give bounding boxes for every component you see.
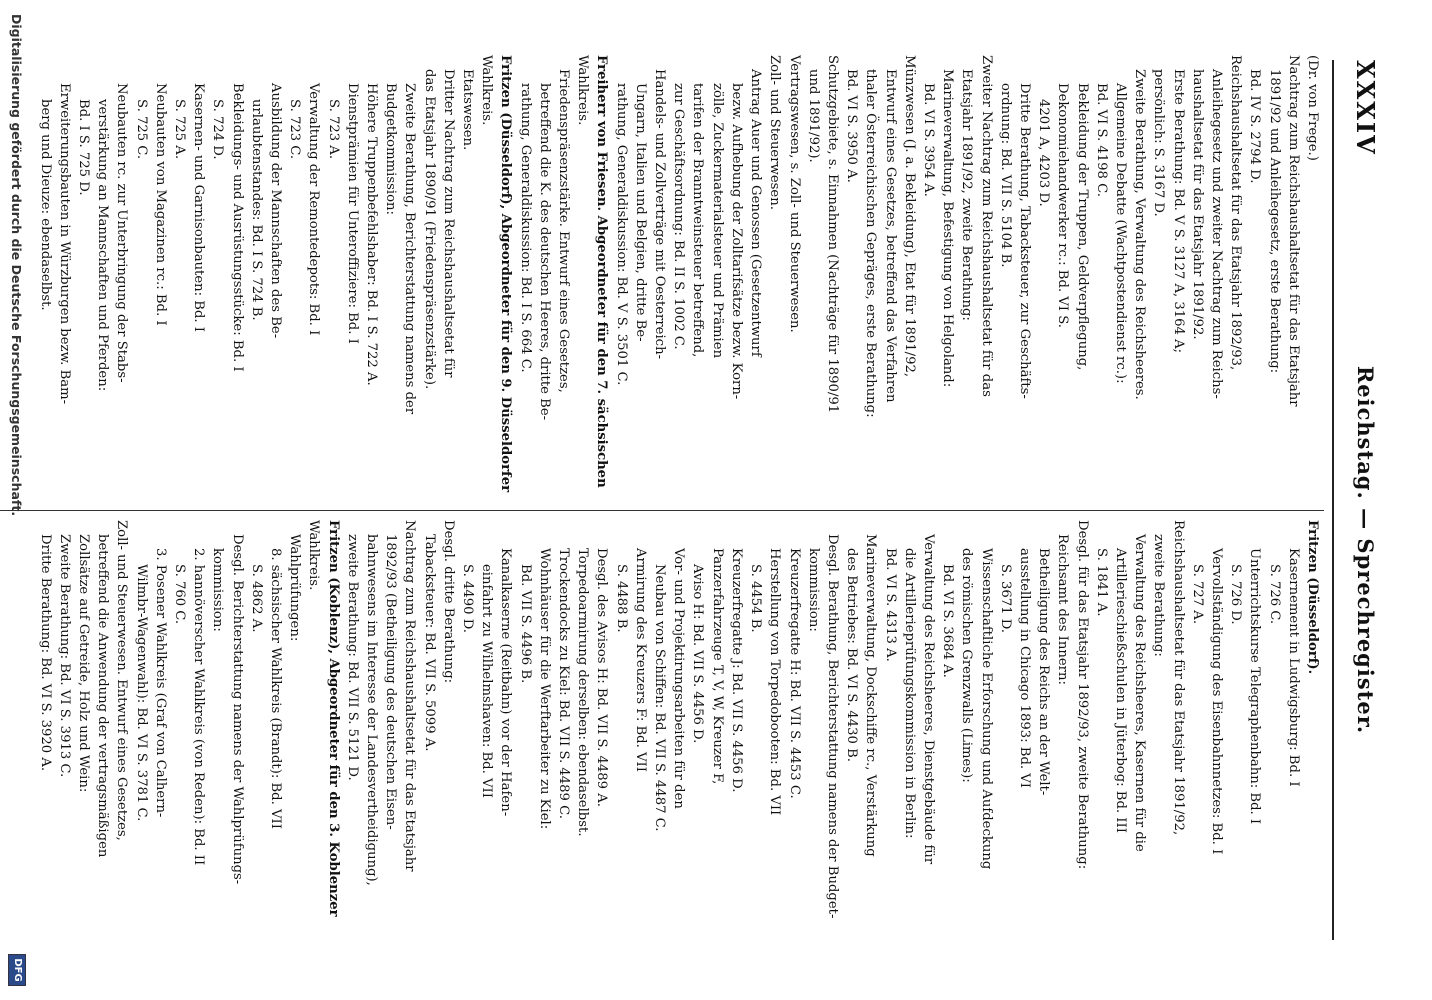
index-entry-line: Bd. VI S. 4198 C. — [1093, 83, 1109, 197]
index-entry-line: Wilmbr-Wagenwahl): Bd. VI S. 3781 C. — [133, 564, 149, 822]
running-title: Reichstag. — Sprechregister. — [1353, 365, 1378, 735]
index-entry-line: rathung, Generaldiskussion: Bd. I S. 664 C. — [517, 83, 533, 373]
index-entry-line: 1891/92 und Anleihegesetz, erste Berathung: — [1266, 69, 1282, 374]
index-entry-line: Wahlprüfungen: — [287, 534, 303, 642]
index-entry-line: des Betriebes: Bd. VI S. 4430 B. — [844, 548, 860, 763]
index-entry-line: Friedenspräsenzstärke. Entwurf eines Gesetzes, — [556, 69, 572, 393]
index-entry-line: Nachtrag zum Reichshaushaltsetat für das Etatsjahr — [1285, 55, 1301, 407]
index-entry-line: kommission: — [805, 548, 821, 632]
index-entry-line: Artillerieschießschulen in Jüterbog: Bd. III — [1112, 548, 1128, 833]
index-entry-line: Dekonomiehandwerker rc.: Bd. VI S. — [1055, 83, 1071, 328]
index-entry-line: Wohnhäuser für die Werftarbeiter zu Kiel: — [536, 548, 552, 830]
index-entry-line: Kanalkaserne (Reitbahn) vor der Hafen- — [498, 548, 514, 817]
index-entry-line: Dritte Berathung, Tabacksteuer, zur Geschäfts- — [1016, 83, 1032, 399]
index-entry-line: Dienstprämien für Unteroffiziere: Bd. I — [344, 83, 360, 344]
index-entry-line: Wahlkreis. — [306, 520, 322, 591]
index-entry-line: Etatsjahr 1891/92, zweite Berathung: — [959, 69, 975, 321]
index-entry-line: Torpedoarmirung derselben: ebendaselbst. — [575, 548, 591, 837]
index-entry-line: persönlich: S. 3167 D. — [1151, 69, 1167, 217]
index-entry-line: bahnwesens im Interesse der Landesvertheidigung), — [364, 534, 380, 886]
index-entry-line: Bd. IV S. 2794 D. — [1247, 69, 1263, 184]
index-entry-line: Bd. VII S. 4496 B. — [517, 564, 533, 684]
index-entry-line: Höhere Truppenbefehlshaber: Bd. I S. 722 A. — [364, 83, 380, 386]
index-entry-line: einfahrt zu Wilhelmshaven: Bd. VII — [479, 564, 495, 798]
index-entry-line: zweite Berathung: — [1151, 534, 1167, 657]
index-entry-line: Bd. VI S. 3684 A. — [940, 564, 956, 678]
index-entry-line: Fritzen (Koblenz), Abgeordneter für den 3. Koblenzer — [325, 520, 341, 917]
index-entry-line: betreffend die K. des deutschen Heeres, dritte Be- — [536, 83, 552, 421]
index-entry-line: Desgl. Berichterstattung namens der Wahlprüfungs- — [229, 534, 245, 885]
index-entry-line: und 1891/92). — [805, 69, 821, 163]
index-entry-line: zweite Berathung: Bd. VII S. 5121 D. — [344, 534, 360, 781]
index-entry-line: Handels- und Zollverträge mit Oesterreich- — [652, 69, 668, 360]
page-number: XXXIV — [1351, 60, 1380, 156]
index-entry-line: Ausbildung der Mannschaften des Be- — [268, 83, 284, 339]
index-entry-line: Bekleidung der Truppen, Geldverpflegung, — [1074, 83, 1090, 371]
index-entry-line: Bd. VI S. 3954 A. — [920, 83, 936, 197]
index-entry-line: Ungarn, Italien und Belgien, dritte Be- — [632, 83, 648, 342]
index-entry-line: S. 726 D. — [1228, 564, 1244, 625]
index-entry-line: Anleihegesetz und zweiter Nachtrag zum Reichs- — [1208, 69, 1224, 399]
index-entry-line: Bd. I S. 725 D. — [76, 99, 91, 196]
index-entry-line: bezw. Aufhebung der Zolltarifsätze bezw. Korn- — [728, 83, 744, 400]
index-entry-line: das Etatsjahr 1890/91 (Friedenspräsenzstärke). — [421, 69, 437, 390]
index-entry-line: verstärkung an Mannschaften und Pferden: — [95, 99, 111, 392]
index-entry-line: Münzwesen (J. a. Bekleidung), Etat für 1891/92, — [901, 55, 917, 378]
index-entry-line: Budgetkommission: — [383, 83, 399, 215]
index-entry-line: ausstellung in Chicago 1893: Bd. VI — [1016, 548, 1032, 789]
index-entry-line: zur Geschäftsordnung: Bd. II S. 1002 C. — [671, 83, 687, 350]
right-column — [35, 520, 1322, 962]
index-entry-line: Desgl. Berathung, Berichterstattung namens der Budget- — [824, 534, 840, 919]
index-entry-line: Fritzen (Düsseldorf). — [1305, 520, 1320, 675]
index-entry-line: Entwurf eines Gesetzes, betreffend das Verfahren — [882, 69, 898, 403]
index-entry-line: S. 725 C. — [133, 99, 149, 160]
index-entry-line: Nachtrag zum Reichshaushaltsetat für das Etatsjahr — [402, 520, 418, 872]
index-entry-line: Herstellung von Torpedobooten: Bd. VII — [767, 548, 783, 816]
digitization-credit: Digitalisierung gefördert durch die Deutsche Forschungsgemeinschaft. — [9, 14, 24, 517]
index-entry-line: Etatswesen. — [460, 69, 476, 151]
index-entry-line: 4201 A, 4203 D. — [1036, 99, 1052, 207]
index-entry-line: Desgl. dritte Berathung: — [440, 520, 456, 684]
index-entry-line: Reichshaushaltsetat für das Etatsjahr 1892/93, — [1228, 55, 1244, 371]
index-entry-line: Desgl. des Avisos H: Bd. VII S. 4489 A. — [594, 548, 610, 807]
index-entry-line: rathung, Generaldiskussion: Bd. V S. 3501 C. — [613, 83, 629, 386]
index-entry-line: Neubau von Schiffen: Bd. VII S. 4487 C. — [652, 564, 668, 832]
index-entry-line: Neubauten von Magazinen rc.: Bd. I — [152, 83, 168, 326]
index-entry-line: Reichsamt des Innern: — [1055, 534, 1071, 685]
index-entry-line: Wissenschaftliche Erforschung und Aufdeckung — [978, 548, 994, 870]
index-entry-line: Aviso H: Bd. VII S. 4456 D. — [690, 564, 706, 744]
index-entry-line: S. 760 C. — [172, 564, 188, 625]
dfg-logo: DFG — [8, 954, 26, 986]
index-entry-line: thaler Österreichischen Gepräges, erste Berathung: — [863, 69, 879, 418]
index-entry-line: Zweite Berathung: Bd. VI S. 3913 C. — [56, 534, 72, 778]
index-entry-line: Verwaltung des Reichsheeres, Dienstgebäude für — [920, 534, 936, 865]
index-entry-line: haushaltsetat für das Etatsjahr 1891/92. — [1189, 69, 1205, 340]
index-entry-line: S. 3671 D. — [997, 564, 1013, 633]
index-entry-line: Vervollständigung des Eisenbahnnetzes: Bd. I — [1208, 548, 1224, 855]
index-entry-line: Reichshaushaltsetat für das Etatsjahr 1891/92, — [1170, 520, 1186, 836]
index-entry-line: 2. hannöverscher Wahlkreis (von Reden): Bd. II — [191, 548, 207, 866]
index-entry-line: Trockendocks zu Kiel: Bd. VII S. 4489 C. — [556, 548, 572, 819]
index-entry-line: Unterrichtskurse Telegraphenbahn: Bd. I — [1247, 548, 1263, 825]
index-entry-line: S. 723 A. — [325, 99, 341, 160]
index-entry-line: Neubauten rc. zur Unterbringung der Stabs- — [114, 83, 130, 383]
index-entry-line: S. 1841 A. — [1093, 548, 1109, 617]
column-divider — [0, 510, 1324, 511]
index-entry-line: Zollsätze auf Getreide, Holz und Wein: — [76, 534, 91, 793]
index-entry-line: Zoll- und Steuerwesen. — [767, 55, 783, 210]
index-entry-line: Schutzgebiete, s. Einnahmen (Nachträge für 1890/91 — [824, 55, 840, 414]
index-entry-line: S. 4488 B. — [613, 564, 629, 633]
index-entry-line: Kreuzerfregatte H: Bd. VII S. 4453 C. — [786, 548, 802, 799]
index-entry-line: S. 723 C. — [287, 99, 303, 160]
index-entry-line: S. 4490 D. — [460, 564, 476, 633]
index-entry-line: tarifen der Branntweinsteuer betreffend, — [690, 83, 706, 358]
index-entry-line: Vor- und Projektirungsarbeiten für den — [671, 548, 687, 809]
page-footer — [0, 0, 32, 1000]
index-entry-line: Wahlkreis. — [575, 55, 591, 126]
index-entry-line: Kasernen- und Garnisonbauten: Bd. I — [191, 83, 207, 333]
index-entry-line: 8. sächsischer Wahlkreis (Brandt): Bd. VII — [268, 548, 284, 829]
index-entry-line: Bd. VI S. 4313 A. — [882, 548, 898, 662]
index-entry-line: Verwaltung des Reichsheeres, Kasernen für die — [1132, 534, 1148, 852]
index-entry-line: S. 4454 B. — [748, 564, 764, 633]
index-entry-line: Freiherr von Friesen. Abgeordneter für den 7. sächsischen — [594, 55, 610, 488]
index-entry-line: 1892/93 (Betheiligung des deutschen Eisen- — [383, 534, 399, 830]
index-entry-line: des römischen Grenzwalls (Limes): — [959, 548, 975, 783]
index-entry-line: S. 725 A. — [172, 99, 188, 160]
index-entry-line: Erste Berathung: Bd. V S. 3127 A, 3164 A; — [1170, 69, 1186, 354]
index-entry-line: Bekleidungs- und Ausrüstungsstücke: Bd. I — [229, 83, 245, 372]
index-entry-line: Kreuzerfregatte J: Bd. VII S. 4456 D. — [728, 548, 744, 793]
index-entry-line: Fritzen (Düsseldorf), Abgeordneter für den 9. Düsseldorfer — [498, 55, 514, 493]
index-entry-line: zölle, Zuckermaterialsteuer und Prämien — [709, 83, 725, 359]
index-entry-line: S. 726 C. — [1266, 564, 1282, 625]
left-column — [35, 55, 1322, 507]
index-entry-line: S. 4862 A. — [248, 564, 264, 633]
index-entry-line: S. 724 D. — [210, 99, 226, 160]
index-entry-line: Erweiterungsbauten in Würzburgen bezw. Bam- — [56, 83, 72, 405]
index-entry-line: kommission: — [210, 548, 226, 632]
index-entry-line: Panzerfahrzeuge T, V, W, Kreuzer F, — [709, 548, 725, 785]
index-entry-line: ordnung: Bd. VII S. 5104 B. — [997, 83, 1013, 268]
index-entry-line: (Dr. von Frege.) — [1305, 55, 1320, 161]
index-entry-line: die Artillerieprüfungskommission in Berlin: — [901, 548, 917, 839]
index-entry-line: S. 727 A. — [1189, 564, 1205, 625]
index-entry-line: berg und Dieuze: ebendaselbst. — [37, 99, 53, 311]
index-entry-line: Zweiter Nachtrag zum Reichshaushaltsetat für das — [978, 55, 994, 397]
index-entry-line: Verwaltung der Remontedepots: Bd. I — [306, 83, 322, 336]
index-entry-line: Bd. VI S. 3950 A. — [844, 69, 860, 183]
index-entry-line: Allgemeine Debatte (Wachtpostendienst rc.): — [1112, 83, 1128, 384]
index-entry-line: Tabacksteuer: Bd. VII S. 5099 A. — [421, 534, 437, 752]
index-entry-line: Antrag Auer und Genossen (Gesetzentwurf — [748, 69, 764, 357]
index-entry-line: betreffend die Anwendung der vertragsmäßigen — [95, 534, 111, 858]
index-entry-line: Wahlkreis. — [479, 55, 495, 126]
index-entry-line: Vertragswesen, s. Zoll- und Steuerwesen. — [786, 55, 802, 333]
index-entry-line: Dritter Nachtrag zum Reichshaushaltsetat für — [440, 69, 456, 378]
index-entry-line: urlaubtenstandes: Bd. I S. 724 B. — [248, 99, 264, 321]
index-entry-line: Marineverwaltung, Dockschiffe rc., Verstärkung — [863, 534, 879, 857]
index-entry-line: Desgl. für das Etatsjahr 1892/93, zweite Berathung: — [1074, 520, 1090, 870]
index-entry-line: Zoll- und Steuerwesen. Entwurf eines Gesetzes, — [114, 520, 130, 841]
index-entry-line: Marineverwaltung, Befestigung von Helgoland: — [940, 69, 956, 388]
header-rule — [1332, 60, 1334, 940]
page-header — [1340, 60, 1380, 940]
index-entry-line: Betheiligung des Reichs an der Welt- — [1036, 548, 1052, 796]
index-entry-line: Zweite Berathung, Berichterstattung namens der — [402, 83, 418, 415]
index-entry-line: Kasernement in Ludwigsburg: Bd. I — [1285, 548, 1301, 787]
index-entry-line: 3. Posener Wahlkreis (Graf von Calhern- — [152, 548, 168, 818]
index-entry-line: Dritte Berathung: Bd. VI S. 3920 A. — [37, 534, 53, 772]
index-entry-line: Armirung des Kreuzers F: Bd. VII — [632, 548, 648, 772]
index-entry-line: Zweite Berathung, Verwaltung des Reichsheeres. — [1132, 69, 1148, 400]
